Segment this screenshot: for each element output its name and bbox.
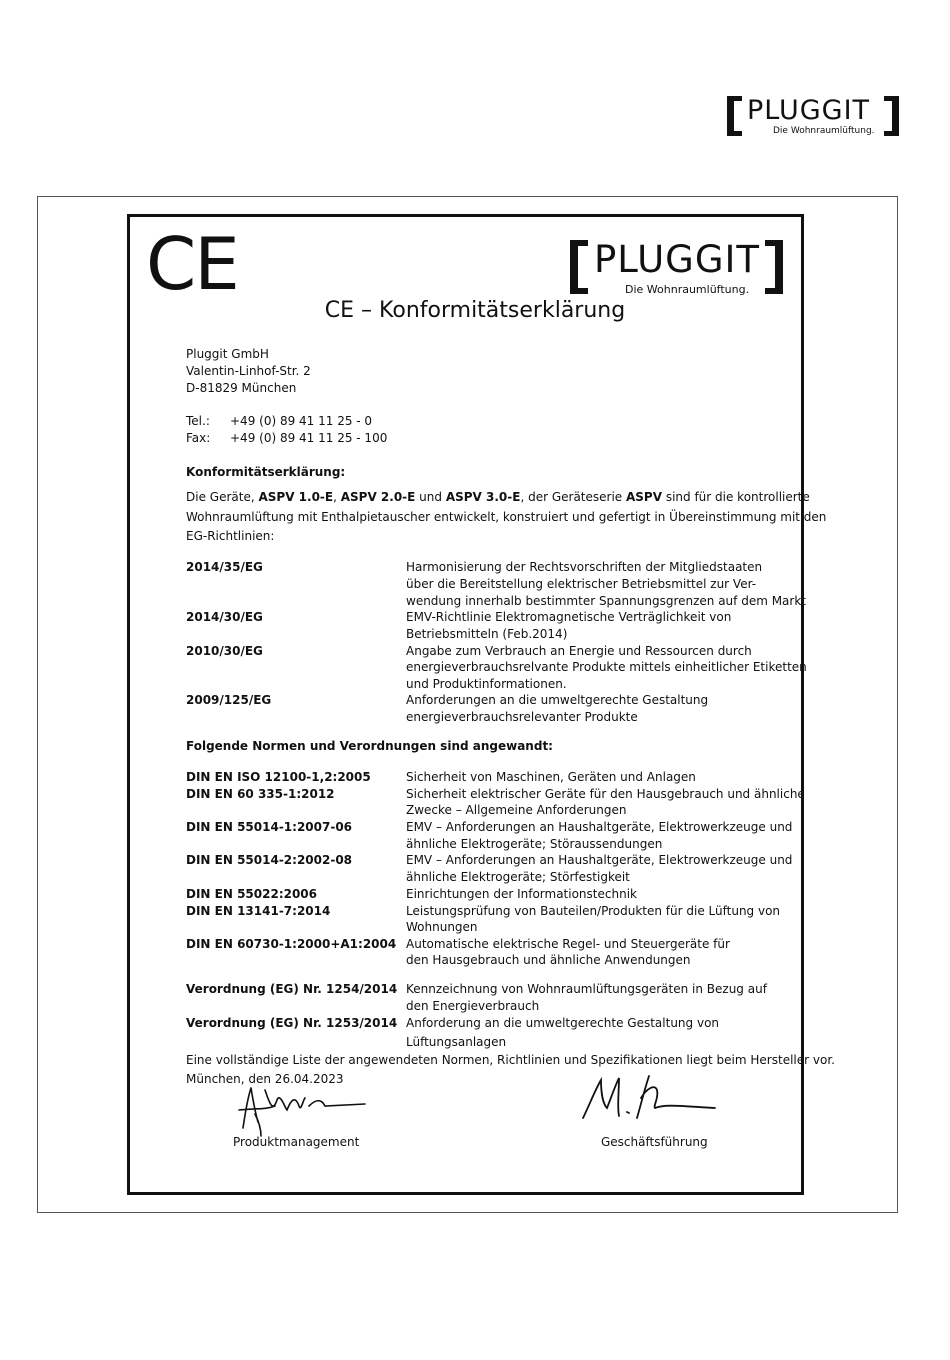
- directive-desc: wendung innerhalb bestimmter Spannungsgrenzen auf dem Markt: [406, 594, 806, 608]
- norm-desc: Sicherheit elektrischer Geräte für den Hausgebrauch und ähnliche: [406, 787, 805, 801]
- pluggit-logo-header: [727, 96, 902, 140]
- norm-code: DIN EN 55022:2006: [186, 887, 318, 901]
- norm-desc: Wohnungen: [406, 920, 478, 934]
- logo-bracket-right-icon: [884, 96, 899, 136]
- norm-desc: Einrichtungen der Informationstechnik: [406, 887, 637, 901]
- norm-desc: Zwecke – Allgemeine Anforderungen: [406, 803, 627, 817]
- declaration-line-3: EG-Richtlinien:: [186, 529, 275, 543]
- logo-bracket-right-icon: [765, 240, 783, 294]
- norm-desc: ähnliche Elektrogeräte; Störaussendungen: [406, 837, 663, 851]
- directive-desc: energieverbrauchsrelevanter Produkte: [406, 710, 638, 724]
- fax-label: Fax:: [186, 431, 211, 445]
- norm-desc: Lüftungsanlagen: [406, 1035, 507, 1049]
- norm-desc: den Energieverbrauch: [406, 999, 540, 1013]
- declaration-heading: Konformitätserklärung:: [186, 465, 346, 479]
- norm-desc: EMV – Anforderungen an Haushaltgeräte, Elektrowerkzeuge und: [406, 853, 793, 867]
- logo-bracket-left-icon: [727, 96, 742, 136]
- logo-brand: PLUGGIT: [747, 95, 871, 126]
- norm-code: DIN EN 55014-2:2002-08: [186, 853, 353, 867]
- logo-tagline: Die Wohnraumlüftung.: [625, 283, 750, 296]
- declaration-line-1: Die Geräte, ASPV 1.0-E, ASPV 2.0-E und ASPV 3.0-E, der Geräteserie ASPV sind für die kontrollierte: [186, 490, 810, 504]
- directive-desc: über die Bereitstellung elektrischer Betriebsmittel zur Ver-: [406, 577, 757, 591]
- company-city: D-81829 München: [186, 381, 297, 395]
- norm-desc: Leistungsprüfung von Bauteilen/Produkten für die Lüftung von: [406, 904, 781, 918]
- norm-desc: Kennzeichnung von Wohnraumlüftungsgeräten in Bezug auf: [406, 982, 767, 996]
- company-street: Valentin-Linhof-Str. 2: [186, 364, 311, 378]
- footer-note: Eine vollständige Liste der angewendeten Normen, Richtlinien und Spezifikationen liegt beim Hersteller vor.: [186, 1053, 835, 1067]
- norm-code: DIN EN ISO 12100-1,2:2005: [186, 770, 371, 784]
- norm-desc: ähnliche Elektrogeräte; Störfestigkeit: [406, 870, 630, 884]
- place-date: München, den 26.04.2023: [186, 1072, 344, 1086]
- norm-desc: Automatische elektrische Regel- und Steuergeräte für: [406, 937, 730, 951]
- fax-value: +49 (0) 89 41 11 25 - 100: [230, 431, 388, 445]
- directive-desc: Angabe zum Verbrauch an Energie und Ressourcen durch: [406, 644, 752, 658]
- logo-bracket-left-icon: [570, 240, 588, 294]
- directive-code: 2014/35/EG: [186, 560, 263, 574]
- signature-left: [225, 1070, 385, 1140]
- signature-right-label: Geschäftsführung: [601, 1135, 708, 1149]
- directive-desc: EMV-Richtlinie Elektromagnetische Verträglichkeit von: [406, 610, 732, 624]
- tel-label: Tel.:: [186, 414, 210, 428]
- ce-mark: CE: [146, 222, 238, 306]
- norm-code: Verordnung (EG) Nr. 1254/2014: [186, 982, 398, 996]
- norm-code: DIN EN 55014-1:2007-06: [186, 820, 353, 834]
- norm-desc: den Hausgebrauch und ähnliche Anwendungen: [406, 953, 691, 967]
- norm-code: DIN EN 13141-7:2014: [186, 904, 331, 918]
- directive-desc: und Produktinformationen.: [406, 677, 567, 691]
- norm-code: Verordnung (EG) Nr. 1253/2014: [186, 1016, 398, 1030]
- norm-desc: EMV – Anforderungen an Haushaltgeräte, Elektrowerkzeuge und: [406, 820, 793, 834]
- norm-desc: Anforderung an die umweltgerechte Gestaltung von: [406, 1016, 720, 1030]
- company-name: Pluggit GmbH: [186, 347, 269, 361]
- directive-desc: energieverbrauchsrelvante Produkte mittels einheitlicher Etiketten: [406, 660, 807, 674]
- norm-code: DIN EN 60730-1:2000+A1:2004: [186, 937, 397, 951]
- declaration-line-2: Wohnraumlüftung mit Enthalpietauscher entwickelt, konstruiert und gefertigt in Übereinstimmung mit den: [186, 510, 827, 524]
- norm-code: DIN EN 60 335-1:2012: [186, 787, 335, 801]
- directive-desc: Harmonisierung der Rechtsvorschriften der Mitgliedstaaten: [406, 560, 763, 574]
- directive-desc: Anforderungen an die umweltgerechte Gestaltung: [406, 693, 709, 707]
- logo-brand: PLUGGIT: [594, 238, 761, 281]
- document-title: CE – Konformitätserklärung: [324, 298, 626, 323]
- directive-code: 2014/30/EG: [186, 610, 263, 624]
- signature-right: [575, 1068, 725, 1128]
- tel-value: +49 (0) 89 41 11 25 - 0: [230, 414, 373, 428]
- directive-code: 2009/125/EG: [186, 693, 272, 707]
- norms-heading: Folgende Normen und Verordnungen sind angewandt:: [186, 739, 553, 753]
- directive-code: 2010/30/EG: [186, 644, 263, 658]
- pluggit-logo-certificate: [570, 240, 788, 300]
- logo-tagline: Die Wohnraumlüftung.: [773, 126, 875, 136]
- directive-desc: Betriebsmitteln (Feb.2014): [406, 627, 568, 641]
- norm-desc: Sicherheit von Maschinen, Geräten und Anlagen: [406, 770, 696, 784]
- signature-left-label: Produktmanagement: [233, 1135, 360, 1149]
